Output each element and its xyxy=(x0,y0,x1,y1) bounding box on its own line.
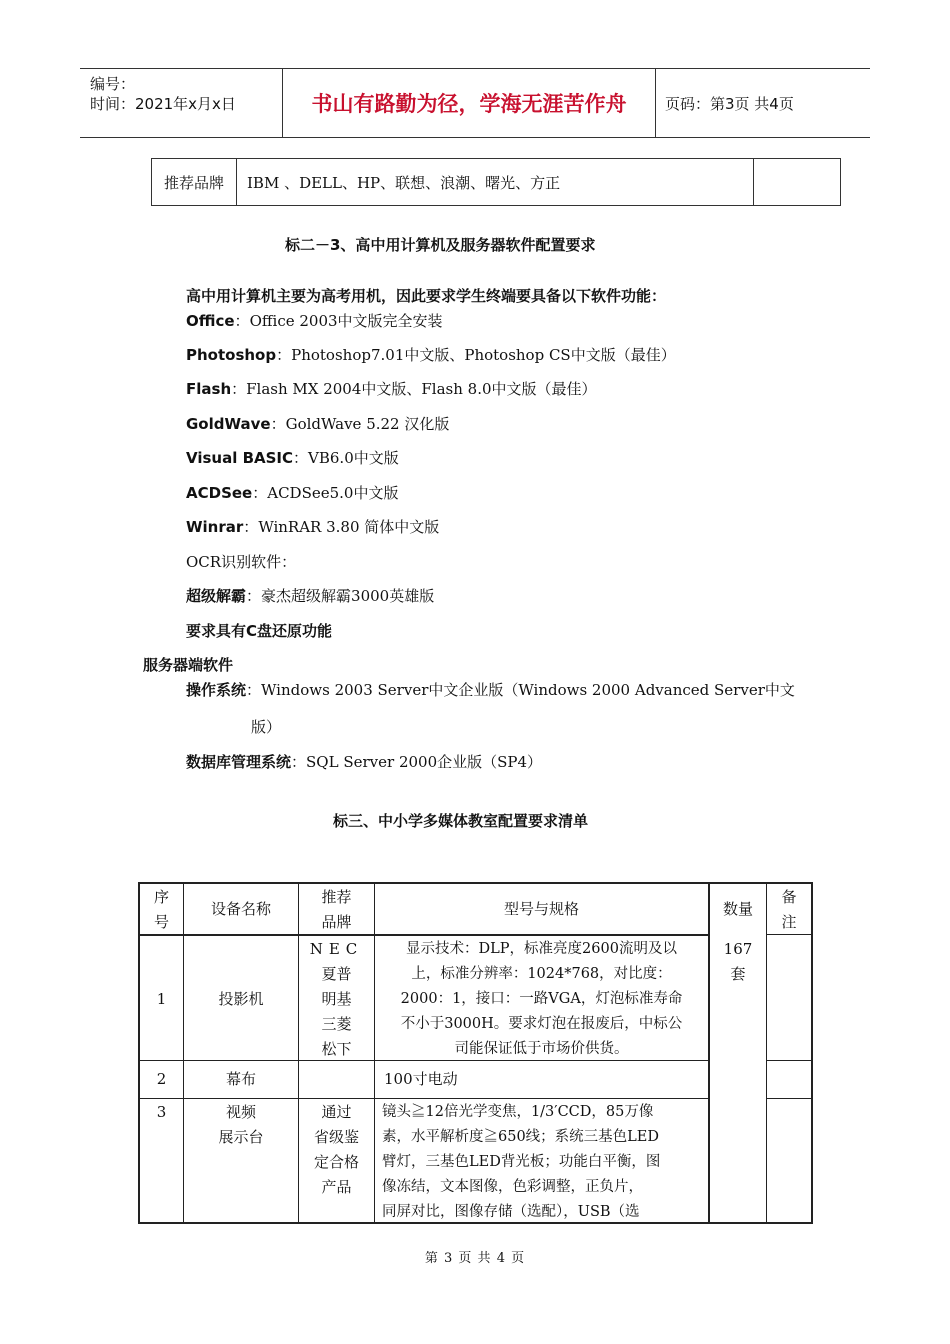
header-note xyxy=(767,885,811,935)
header-name: 设备名称 xyxy=(210,900,271,918)
header-note-line: 注 xyxy=(781,913,797,931)
doc-time-label: 时间：2021年x月x日 xyxy=(90,95,236,113)
brand-line: 夏普 xyxy=(321,965,352,983)
row1-no: 1 xyxy=(156,990,167,1008)
ocr-label: OCR识别软件： xyxy=(186,553,297,571)
software-value: Photoshop7.01中文版、Photoshop CS中文版（最佳） xyxy=(291,346,676,364)
software-name: ACDSee xyxy=(186,484,253,502)
row1-spec xyxy=(375,937,708,1062)
software-item-winrar: Winrar：WinRAR 3.80 简体中文版 xyxy=(186,518,440,536)
doc-code-label: 编号： xyxy=(90,75,136,93)
row3-name xyxy=(184,1100,298,1150)
equipment-table xyxy=(138,882,813,1224)
software-item-photoshop: Photoshop：Photoshop7.01中文版、Photoshop CS中文版（最佳） xyxy=(186,346,676,364)
row2-spec: 100寸电动 xyxy=(384,1070,458,1088)
spec-line: 不小于3000H。要求灯泡在报废后，中标公 xyxy=(400,1016,683,1032)
spec-line: 上，标准分辨率：1024*768，对比度： xyxy=(411,966,672,982)
software-name: Visual BASIC xyxy=(186,449,294,467)
software-name: Photoshop xyxy=(186,346,277,364)
header-brand-line: 推荐 xyxy=(321,888,352,906)
software-name: 超级解霸 xyxy=(186,587,247,605)
software-name: 数据库管理系统 xyxy=(186,753,292,771)
header-brand xyxy=(299,885,374,935)
spec-line: 像冻结，文本图像，色彩调整，正负片， xyxy=(382,1179,643,1195)
header-no-line: 序 xyxy=(153,888,169,906)
software-name: 操作系统 xyxy=(186,681,247,699)
page-header xyxy=(80,68,870,138)
row1-name: 投影机 xyxy=(218,990,264,1008)
software-name: Winrar xyxy=(186,518,244,536)
qty-unit: 套 xyxy=(730,965,746,983)
software-value: VB6.0中文版 xyxy=(308,449,399,467)
software-item-goldwave: GoldWave：GoldWave 5.22 汉化版 xyxy=(186,415,450,433)
software-item-dvd: 超级解霸：豪杰超级解霸3000英雄版 xyxy=(186,587,435,605)
brand-line: NEC xyxy=(309,940,364,958)
header-motto: 书山有路勤为径，学海无涯苦作舟 xyxy=(282,69,656,137)
server-db: 数据库管理系统：SQL Server 2000企业版（SP4） xyxy=(186,753,543,771)
qty-number: 167 xyxy=(723,940,753,958)
row2-name: 幕布 xyxy=(225,1070,256,1088)
software-value: SQL Server 2000企业版（SP4） xyxy=(306,753,543,771)
row1-brand xyxy=(299,937,374,1062)
software-name: Flash xyxy=(186,380,232,398)
brand-label: 推荐品牌 xyxy=(152,159,237,205)
spec-line: 镜头≧12倍光学变焦，1/3′CCD，85万像 xyxy=(382,1104,654,1120)
page-footer: 第 3 页 共 4 页 xyxy=(424,1251,526,1266)
software-value: Windows 2003 Server中文企业版（Windows 2000 Advanced Server中文 xyxy=(261,681,795,699)
row2-no: 2 xyxy=(156,1070,167,1088)
server-os-cont: 版） xyxy=(251,718,282,736)
software-item-flash: Flash：Flash MX 2004中文版、Flash 8.0中文版（最佳） xyxy=(186,380,597,398)
section2-title: 标三、中小学多媒体教室配置要求清单 xyxy=(333,812,589,830)
brand-line: 省级鉴 xyxy=(313,1128,359,1146)
name-line: 展示台 xyxy=(218,1128,264,1146)
header-meta xyxy=(80,69,282,137)
section1-title: 标二－3、高中用计算机及服务器软件配置要求 xyxy=(285,236,596,254)
header-no xyxy=(140,885,183,935)
server-os: 操作系统：Windows 2003 Server中文企业版（Windows 2000 Advanced Server中文 xyxy=(186,681,795,699)
qty-value xyxy=(710,937,766,987)
header-qty: 数量 xyxy=(722,900,753,918)
row3-spec xyxy=(382,1100,706,1225)
header-no-line: 号 xyxy=(153,913,169,931)
section1-intro: 高中用计算机主要为高考用机，因此要求学生终端要具备以下软件功能： xyxy=(186,287,667,305)
software-item-office: Office：Office 2003中文版完全安装 xyxy=(186,312,443,330)
spec-line: 显示技术：DLP，标准亮度2600流明及以 xyxy=(406,941,677,957)
row3-no: 3 xyxy=(156,1103,167,1121)
spec-line: 2000：1，接口：一路VGA，灯泡标准寿命 xyxy=(400,991,683,1007)
brand-value: IBM 、DELL、HP、联想、浪潮、曙光、方正 xyxy=(237,159,754,205)
spec-line: 司能保证低于市场价供货。 xyxy=(454,1041,629,1057)
software-value: Flash MX 2004中文版、Flash 8.0中文版（最佳） xyxy=(246,380,597,398)
spec-line: 素，水平解析度≧650线；系统三基色LED xyxy=(382,1129,660,1145)
brand-table xyxy=(151,158,841,206)
software-value: ACDSee5.0中文版 xyxy=(267,484,399,502)
software-value: 豪杰超级解霸3000英雄版 xyxy=(261,587,435,605)
brand-line: 通过 xyxy=(321,1103,352,1121)
name-line: 视频 xyxy=(225,1103,256,1121)
header-spec: 型号与规格 xyxy=(503,900,579,918)
brand-line: 定合格 xyxy=(313,1153,359,1171)
brand-line: 产品 xyxy=(321,1178,352,1196)
software-name: Office xyxy=(186,312,235,330)
header-note-line: 备 xyxy=(781,888,797,906)
header-page-number: 页码：第3页 共4页 xyxy=(665,94,794,113)
restore-requirement: 要求具有C盘还原功能 xyxy=(186,622,333,640)
spec-line: 同屏对比，图像存储（选配），USB（选 xyxy=(382,1204,640,1220)
row3-brand xyxy=(299,1100,374,1200)
brand-line: 松下 xyxy=(321,1040,352,1058)
brand-line: 三菱 xyxy=(321,1015,352,1033)
software-value: GoldWave 5.22 汉化版 xyxy=(285,415,450,433)
software-name: GoldWave xyxy=(186,415,271,433)
software-value: WinRAR 3.80 简体中文版 xyxy=(258,518,440,536)
server-software-title: 服务器端软件 xyxy=(143,656,234,674)
software-item-vb: Visual BASIC：VB6.0中文版 xyxy=(186,449,399,467)
software-item-acdsee: ACDSee：ACDSee5.0中文版 xyxy=(186,484,399,502)
spec-line: 臂灯，三基色LED背光板；功能白平衡，图 xyxy=(382,1154,661,1170)
brand-line: 明基 xyxy=(321,990,352,1008)
header-brand-line: 品牌 xyxy=(321,913,352,931)
software-value: Office 2003中文版完全安装 xyxy=(249,312,443,330)
